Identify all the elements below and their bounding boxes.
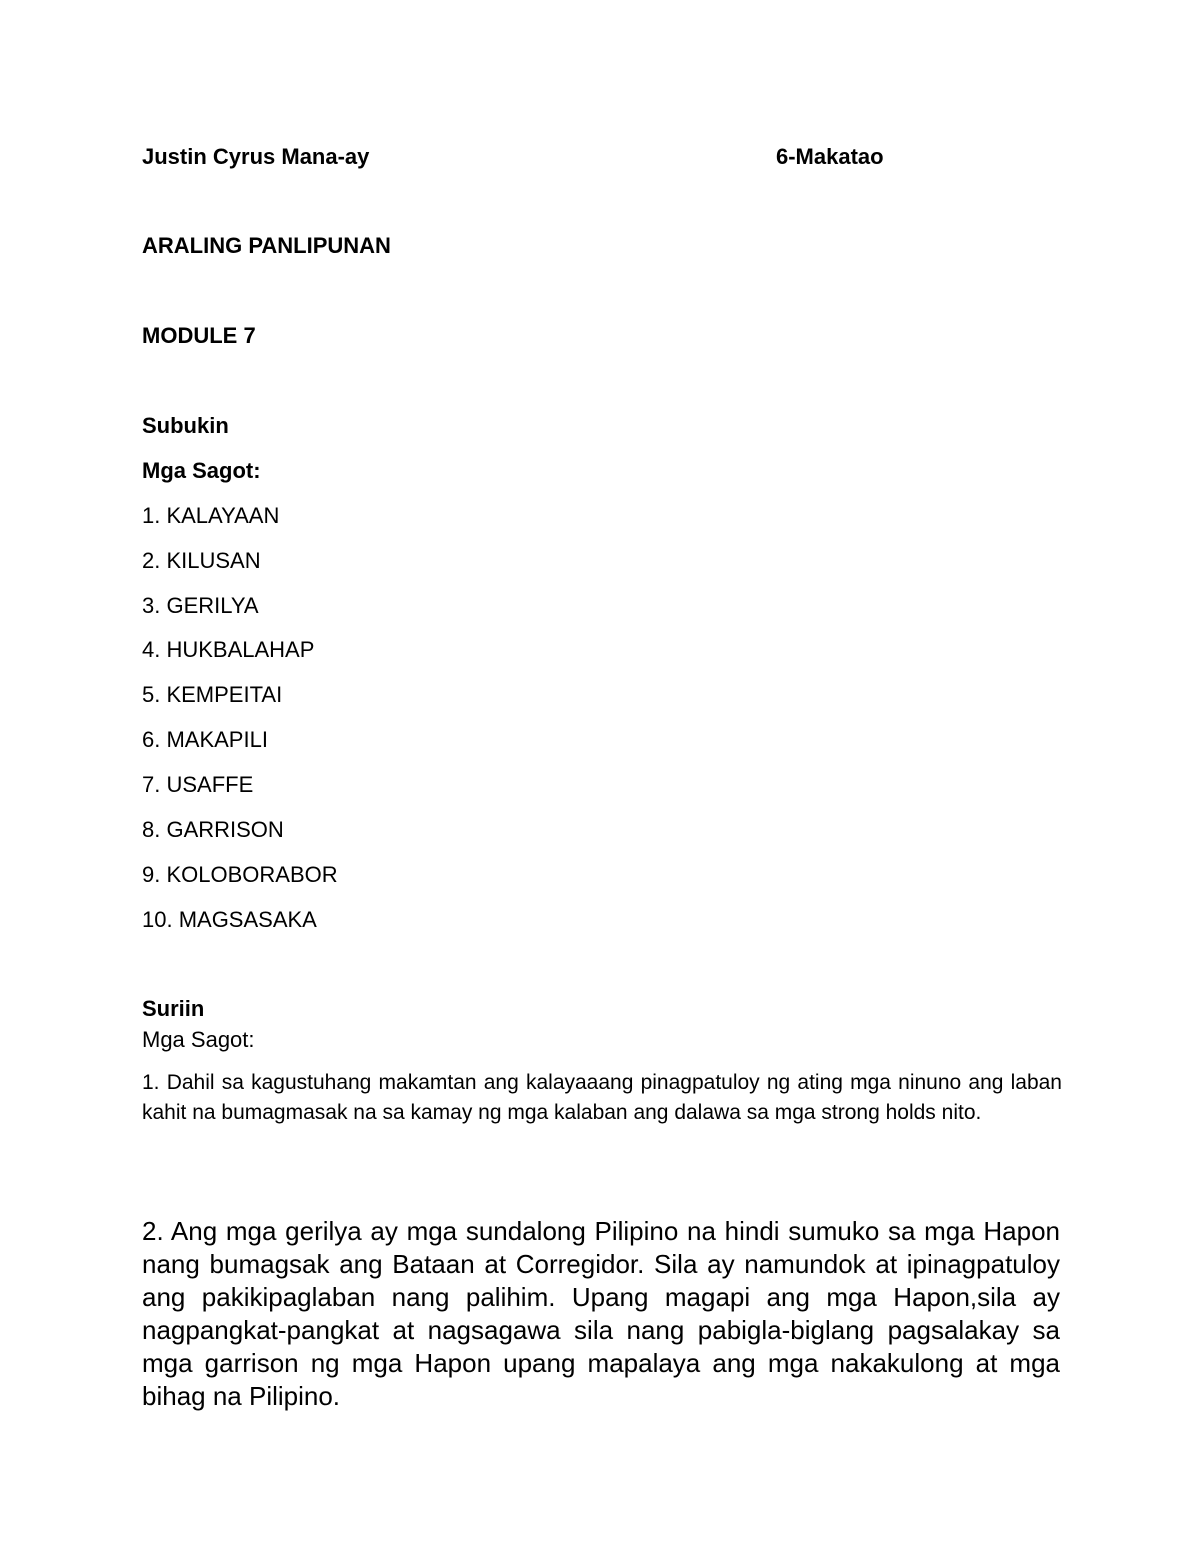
suriin-answers-label: Mga Sagot: <box>142 1027 255 1052</box>
suriin-answer-1: 1. Dahil sa kagustuhang makamtan ang kalayaaang pinagpatuloy ng ating mga ninuno ang laban kahit na bumagmasak na sa kamay ng mga kalaban ang dalawa sa mga strong holds nito. <box>142 1071 1062 1124</box>
subukin-answer-8: 8. GARRISON <box>142 817 284 842</box>
subukin-answer-3: 3. GERILYA <box>142 593 259 618</box>
subukin-answers-label: Mga Sagot: <box>142 458 261 483</box>
subukin-heading: Subukin <box>142 413 229 438</box>
suriin-heading: Suriin <box>142 996 205 1021</box>
subukin-answer-4: 4. HUKBALAHAP <box>142 637 315 662</box>
subukin-answer-2: 2. KILUSAN <box>142 548 261 573</box>
suriin-answer-2: 2. Ang mga gerilya ay mga sundalong Pilipino na hindi sumuko sa mga Hapon nang bumagsak ang Bataan at Corregidor. Sila ay namundok at ipinagpatuloy ang pakikipaglaban nang palihim. Upang magapi ang mga Hapon,sila ay nagpangkat-pangkat at nagsagawa sila nang pabigla-biglang pagsalakay sa mga garrison ng mga Hapon upang mapalaya ang mga nakakulong at mga bihag na Pilipino. <box>142 1216 1060 1411</box>
subukin-answer-5: 5. KEMPEITAI <box>142 682 283 707</box>
subukin-answer-1: 1. KALAYAAN <box>142 503 280 528</box>
module-title: MODULE 7 <box>142 323 256 348</box>
subukin-answer-9: 9. KOLOBORABOR <box>142 862 338 887</box>
subukin-answer-7: 7. USAFFE <box>142 772 254 797</box>
student-name: Justin Cyrus Mana-ay <box>142 144 370 169</box>
subukin-answer-10: 10. MAGSASAKA <box>142 907 317 932</box>
subject-title: ARALING PANLIPUNAN <box>142 233 391 258</box>
student-section: 6-Makatao <box>776 144 884 169</box>
subukin-answer-6: 6. MAKAPILI <box>142 727 268 752</box>
